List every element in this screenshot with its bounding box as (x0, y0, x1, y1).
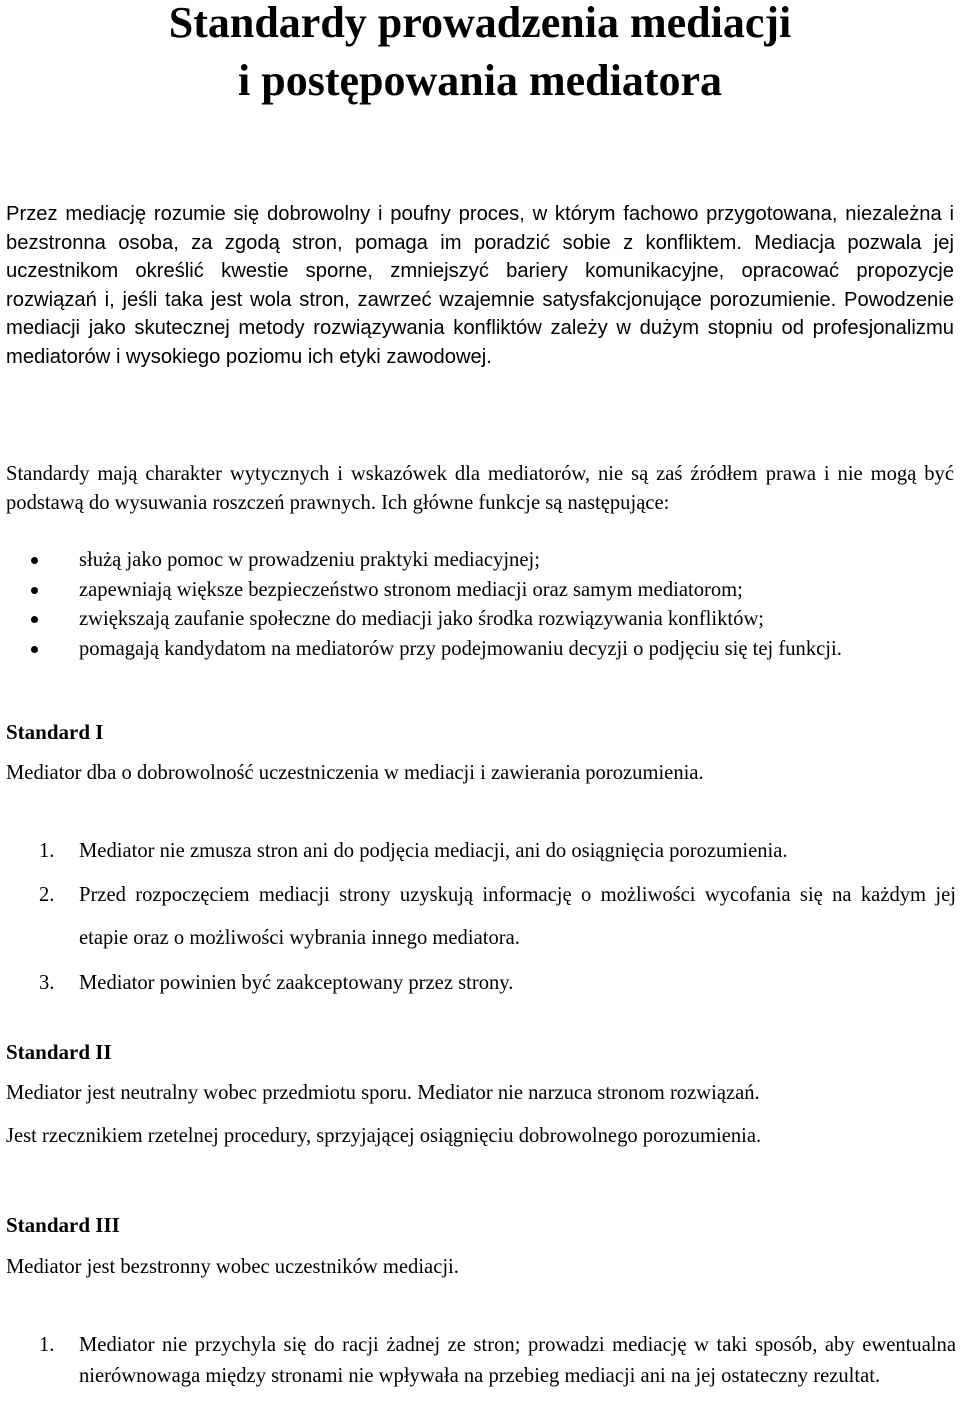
standard-3-list (6, 1330, 956, 1392)
list-item: zwiększają zaufanie społeczne do mediacji jako środka rozwiązywania konfliktów; (6, 605, 956, 635)
bullet-icon (31, 587, 38, 594)
intro-paragraph-1: Przez mediację rozumie się dobrowolny i poufny proces, w którym fachowo przygotowana, niezależna i bezstronna osoba, za zgodą stron, pomaga im poradzić sobie z konfliktem. Mediacja pozwala jej uczestnikom określić kwestie sporne, zmniejszyć bariery komunikacyjne, opracować propozycje rozwiązań i, jeśli taka jest wola stron, zawrzeć wzajemnie satysfakcjonujące porozumienie. Powodzenie mediacji jako skutecznej metody rozwiązywania konfliktów zależy w dużym stopniu od profesjonalizmu mediatorów i wysokiego poziomu ich etyki zawodowej. (6, 203, 954, 368)
list-item: 3. Mediator powinien być zaakceptowany przez strony. (39, 972, 514, 994)
standard-2-heading: Standard II (6, 1040, 112, 1064)
title-line-1: Standardy prowadzenia mediacji (168, 0, 792, 47)
list-item: 1. Mediator nie zmusza stron ani do podjęcia mediacji, ani do osiągnięcia porozumienia. (39, 840, 788, 862)
list-item: służą jako pomoc w prowadzeniu praktyki mediacyjnej; (6, 546, 956, 576)
standard-2-line-1: Mediator jest neutralny wobec przedmiotu sporu. Mediator nie narzuca stronom rozwiązań. (6, 1082, 760, 1104)
list-item: 1. Mediator nie przychyla się do racji żadnej ze stron; prowadzi mediację w taki sposób, aby ewentualna nierównowaga między stronami nie wpływała na przebieg mediacji ani na jej ostateczny rezultat. (39, 1334, 956, 1387)
standard-1-list (6, 836, 956, 998)
standard-1-lead: Mediator dba o dobrowolność uczestniczenia w mediacji i zawierania porozumienia. (6, 762, 704, 784)
standard-1-heading: Standard I (6, 720, 104, 744)
standard-3-lead: Mediator jest bezstronny wobec uczestników mediacji. (6, 1256, 459, 1278)
bullet-icon (31, 616, 38, 623)
standard-3-heading: Standard III (6, 1213, 120, 1237)
list-item: zapewniają większe bezpieczeństwo stronom mediacji oraz samym mediatorom; (6, 576, 956, 606)
functions-list (6, 546, 956, 664)
title-line-2: i postępowania mediatora (238, 56, 722, 105)
list-item: pomagają kandydatom na mediatorów przy podejmowaniu decyzji o podjęciu się tej funkcji. (6, 635, 956, 665)
bullet-icon (31, 557, 38, 564)
standard-2-line-2: Jest rzecznikiem rzetelnej procedury, sprzyjającej osiągnięciu dobrowolnego porozumienia. (6, 1125, 762, 1147)
bullet-icon (31, 646, 38, 653)
intro-paragraph-2: Standardy mają charakter wytycznych i wskazówek dla mediatorów, nie są zaś źródłem prawa i nie mogą być podstawą do wysuwania roszczeń prawnych. Ich główne funkcje są następujące: (6, 463, 954, 514)
list-item: 2. Przed rozpoczęciem mediacji strony uzyskują informację o możliwości wycofania się na każdym jej etapie oraz o możliwości wybrania innego mediatora. (39, 884, 956, 949)
